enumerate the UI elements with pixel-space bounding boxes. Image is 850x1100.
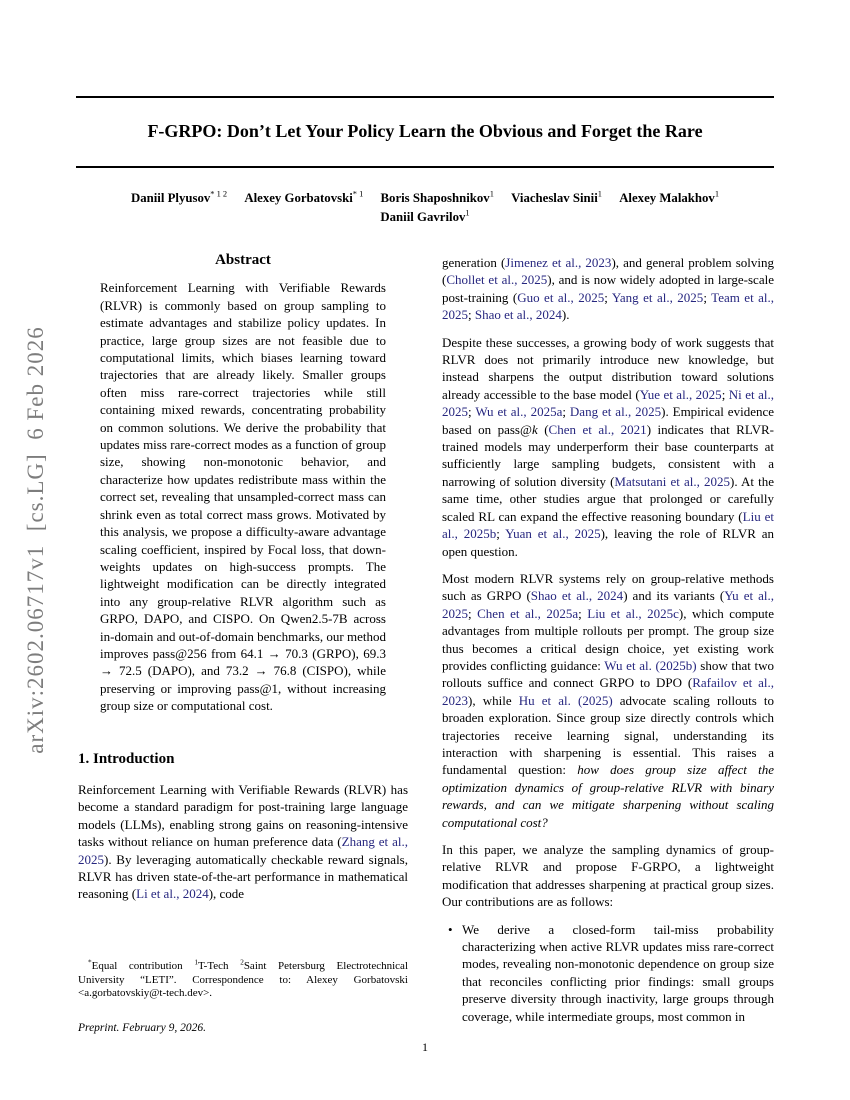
author [380, 207, 470, 224]
arxiv-watermark: arXiv:2602.06717v1 [cs.LG] 6 Feb 2026 [23, 326, 48, 754]
author [511, 188, 602, 205]
author-name: Boris Shaposhnikov [380, 191, 490, 205]
paper-title: F-GRPO: Don’t Let Your Policy Learn the Obvious and Forget the Rare [147, 121, 703, 141]
text-segment: ), and is now widely adopted in large-scale post-training ( [442, 272, 774, 305]
text-segment: Despite these successes, a growing body of work suggests that RLVR does not primarily introduce new knowledge, but instead sharpens the output distribution toward solutions already accessible to the base model ( [442, 334, 774, 402]
authors-block [76, 189, 774, 227]
text-segment: Most modern RLVR systems rely on group-relative methods such as GRPO ( [442, 570, 774, 604]
body-paragraph: In this paper, we analyze the sampling dynamics of group-relative RLVR and propose F-GRPO, a lightweight modification that addresses sharpening at practical group sizes. Our contributions are as follows: [442, 842, 774, 910]
contribution-bullet [446, 921, 774, 1025]
author-affiliation-sup: * 1 2 [210, 188, 228, 199]
citation-link[interactable]: Chen et al., 2025a [477, 605, 579, 621]
citation-link[interactable]: Liu et al., 2025c [587, 605, 679, 621]
text-segment: ( [537, 421, 549, 437]
citation-link[interactable]: Yang et al., 2025 [611, 289, 704, 305]
text-segment: ; [468, 605, 478, 621]
top-rule [76, 96, 774, 98]
citation-link[interactable]: Matsutani et al., 2025 [614, 473, 731, 489]
page-number: 1 [422, 1040, 428, 1054]
authors-line-2 [76, 208, 774, 227]
text-segment: ), while [468, 692, 519, 708]
text-segment: ; [496, 526, 506, 542]
superscript-marker: 2 [240, 958, 244, 967]
citation-link[interactable]: Chollet et al., 2025 [446, 272, 548, 288]
citation-link[interactable]: Wu et al. (2025b) [604, 657, 697, 673]
text-segment: ). By leveraging automatically checkable reward signals, RLVR has driven state-of-the-art performance in mathematical reasoning ( [78, 851, 408, 902]
citation-link[interactable]: Li et al., 2024 [136, 886, 209, 902]
left-column [78, 252, 408, 903]
citation-link[interactable]: Ni et al., 2025 [442, 386, 775, 420]
text-segment: T-Tech [197, 960, 241, 972]
text-segment: ), which compute advantages from multiple rollouts per prompt. The group size thus becomes a critical design choice, yet existing work provides conflicting guidance: [442, 605, 774, 673]
text-segment: ; [562, 404, 570, 420]
section-heading-introduction: 1. Introduction [78, 750, 175, 767]
emphasis-text: k [531, 421, 538, 437]
text-segment: Saint Petersburg Electrotechnical University “LETI”. Correspondence to: Alexey Gorbatovski <a.gorbatovskiy@t-tech.dev>. [78, 960, 408, 1000]
citation-link[interactable]: Chen et al., 2021 [548, 421, 647, 437]
author-name: Alexey Gorbatovski [244, 191, 353, 205]
citation-link[interactable]: Yuan et al., 2025 [505, 526, 601, 542]
citation-link[interactable]: Jimenez et al., 2023 [505, 255, 612, 270]
author [244, 188, 364, 205]
citation-link[interactable]: Guo et al., 2025 [517, 289, 605, 305]
text-segment: Reinforcement Learning with Verifiable Rewards (RLVR) has become a standard paradigm for post-training large language models (LLMs), enabling strong gains on reasoning-intensive tasks without reliance on human preference data ( [78, 781, 408, 850]
author-name: Alexey Malakhov [619, 191, 715, 205]
text-segment: ), leaving the role of RLVR an open question. [442, 526, 774, 559]
text-segment: ; [604, 289, 612, 305]
text-segment: generation ( [442, 255, 506, 270]
author-affiliation-sup: 1 [465, 207, 470, 218]
text-segment: ) and its variants ( [623, 588, 725, 604]
body-paragraph [442, 570, 774, 831]
preprint-note: Preprint. February 9, 2026. [78, 1022, 206, 1034]
bullet-icon: • [448, 921, 453, 937]
author-name: Daniil Gavrilov [380, 210, 466, 224]
text-segment: ). [561, 307, 570, 323]
text-segment: show that two rollouts suffice and connect GRPO to DPO ( [442, 657, 774, 691]
author [130, 188, 228, 205]
text-segment: Equal contribution [91, 960, 195, 972]
citation-link[interactable]: Wu et al., 2025a [475, 404, 563, 420]
citation-link[interactable]: Rafailov et al., 2023 [442, 675, 774, 708]
right-column [442, 254, 774, 1025]
citation-link[interactable]: Yu et al., 2025 [442, 588, 775, 621]
author-affiliation-sup: 1 [714, 188, 720, 199]
author-affiliation-sup: 1 [489, 188, 494, 199]
text-segment: ; [578, 605, 588, 621]
text-segment: ) indicates that RLVR-trained models may underperform their base counterparts at sufficiently large sampling budgets, consistent with a narrowing of solution diversity ( [442, 421, 774, 489]
author-affiliation-sup: * 1 [352, 188, 364, 199]
text-segment: ). Empirical evidence based on pass@ [442, 404, 775, 437]
citation-link[interactable]: Hu et al. (2025) [518, 692, 613, 708]
text-segment: ; [721, 386, 729, 402]
citation-link[interactable]: Liu et al., 2025b [442, 508, 774, 542]
superscript-marker: * [88, 958, 92, 967]
citation-link[interactable]: Yue et al., 2025 [639, 386, 722, 402]
body-paragraph [442, 334, 774, 560]
author-name: Viacheslav Sinii [511, 191, 598, 205]
abstract-text: Reinforcement Learning with Verifiable Rewards (RLVR) is commonly based on group sampling to estimate advantages and stabilize policy updates. In practice, large group sizes are not feasible due to computational limits, which biases learning toward trajectories that are already likely. Smaller groups often miss rare-correct trajectories while still containing mixed rewards, concentrating probability on common solutions. We derive the probability that updates miss rare-correct modes as a function of group size, showing non-monotonic behavior, and characterize how updates redistribute mass within the correct set, revealing that unsampled-correct mass can shrink even as total correct mass grows. Motivated by this analysis, we propose a difficulty-aware advantage scaling coefficient, inspired by Focal loss, that down-weights updates on high-success prompts. The lightweight modification can be directly integrated into any group-relative RLVR algorithm such as GRPO, DAPO, and CISPO. On Qwen2.5-7B across in-domain and out-of-domain benchmarks, our method improves pass@256 from 64.1 → 70.3 (GRPO), 69.3 → 72.5 (DAPO), and 73.2 → 76.8 (CISPO), while preserving or improving pass@1, without increasing group size or computational cost. [100, 280, 386, 714]
emphasis-text: how does group size affect the optimization dynamics of group-relative RLVR with binary rewards, and can we mitigate sharpening without scaling computational cost? [442, 762, 774, 830]
footnote [78, 960, 408, 1001]
author [380, 188, 494, 205]
title-rule [76, 166, 774, 168]
citation-link[interactable]: Team et al., 2025 [442, 289, 775, 323]
author-affiliation-sup: 1 [597, 188, 602, 199]
text-segment: ; [703, 289, 712, 305]
intro-paragraph [78, 781, 408, 903]
text-segment: ; [468, 404, 476, 420]
citation-link[interactable]: Dang et al., 2025 [569, 404, 662, 420]
citation-link[interactable]: Shao et al., 2024 [474, 307, 562, 323]
text-segment: advocate scaling rollouts to broaden exploration. Since group size directly controls which trajectories receive learning signal, understanding its interaction with sharpening is essential. This raises a fundamental question: [442, 692, 774, 778]
body-paragraph [442, 254, 774, 324]
text-segment: ), code [208, 886, 245, 902]
citation-link[interactable]: Shao et al., 2024 [530, 588, 624, 604]
citation-link[interactable]: Zhang et al., 2025 [78, 834, 408, 867]
text-segment: ). At the same time, other studies argue that prolonged or carefully scaled RL can expand the effective reasoning boundary ( [442, 473, 774, 524]
authors-line-1 [76, 189, 774, 208]
abstract-heading: Abstract [215, 252, 271, 268]
text-segment: ), and general problem solving ( [442, 255, 775, 288]
text-segment: ; [468, 307, 475, 323]
superscript-marker: 1 [194, 958, 198, 967]
author-name: Daniil Plyusov [130, 191, 211, 205]
author [619, 188, 720, 205]
bullet-text: We derive a closed-form tail-miss probability characterizing when active RLVR updates miss rare-correct modes, revealing non-monotonic dependence on group size that reconciles conflicting prior findings: small groups preserve diversity through inactivity, large groups through coverage, while intermediate groups, most common in [462, 921, 774, 1024]
